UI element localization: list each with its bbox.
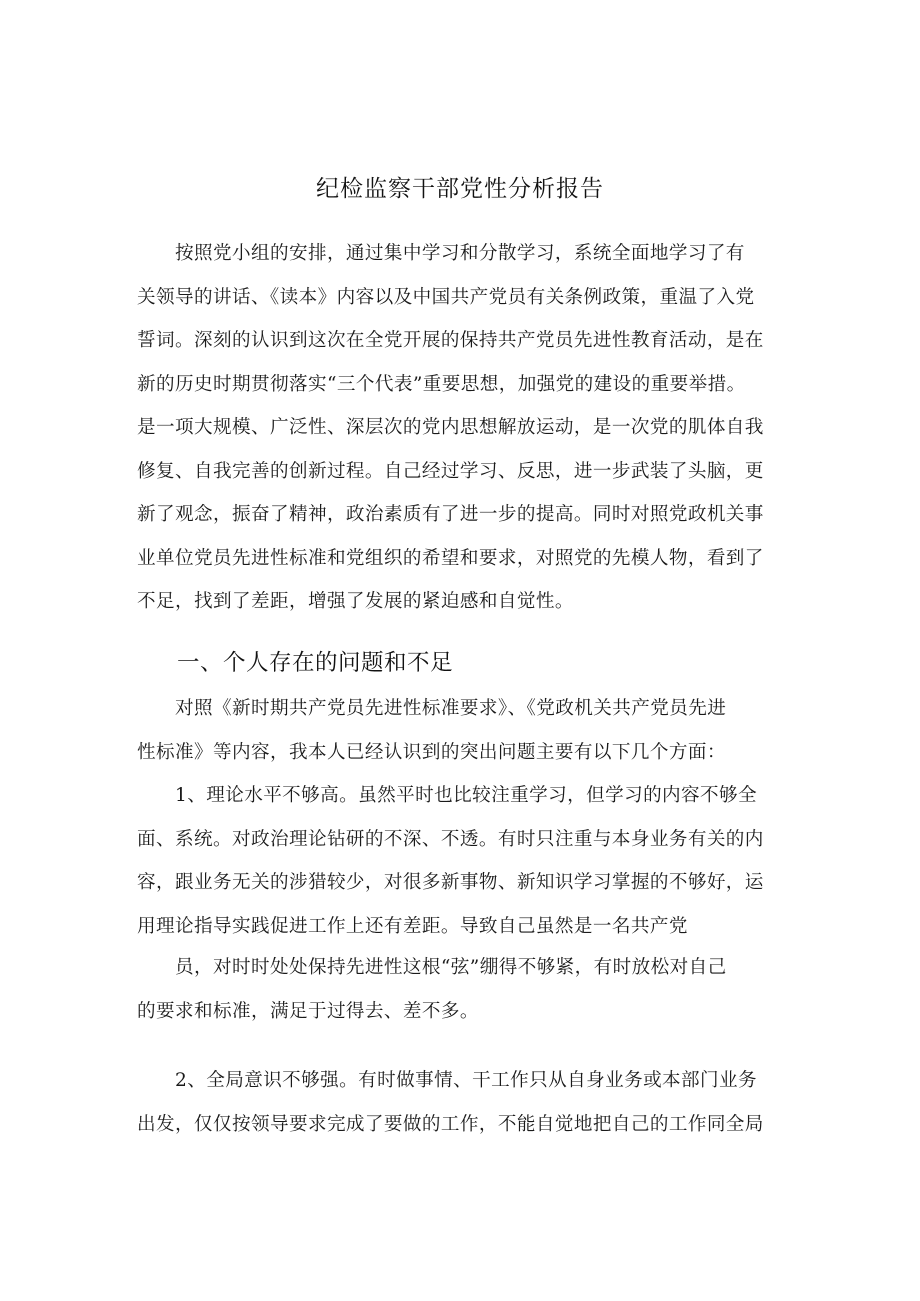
text-line: 的要求和标准，满足于过得去、差不多。 — [137, 1000, 479, 1022]
text-line: 性标准》等内容，我本人已经认识到的突出问题主要有以下几个方面： — [137, 741, 726, 763]
text-line: 不足，找到了差距，增强了发展的紧迫感和自觉性。 — [137, 591, 574, 612]
text-line: 修复、自我完善的创新过程。自己经过学习、反思，进一步武装了头脑，更 — [137, 460, 764, 482]
text-line: 容，跟业务无关的涉猎较少，对很多新事物、新知识学习掌握的不够好，运 — [137, 872, 764, 893]
text-line: 面、系统。对政治理论钻研的不深、不透。有时只注重与本身业务有关的内 — [137, 828, 764, 850]
text-line: 新的历史时期贯彻落实“三个代表”重要思想，加强党的建设的重要举措。 — [137, 373, 746, 395]
item1-paragraph — [137, 774, 791, 948]
section1-intro-paragraph — [137, 687, 791, 774]
text-line: 业单位党员先进性标准和党组织的希望和要求，对照党的先模人物，看到了 — [137, 547, 764, 569]
text-line: 1、理论水平不够高。虽然平时也比较注重学习，但学习的内容不够全 — [137, 785, 758, 806]
section-heading: 一、个人存在的问题和不足 — [177, 650, 454, 676]
text-line: 员，对时时处处保持先进性这根“弦”绷得不够紧，有时放松对自己 — [137, 957, 727, 978]
text-line: 是一项大规模、广泛性、深层次的党内思想解放运动，是一次党的肌体自我 — [137, 417, 764, 438]
text-line: 2、全局意识不够强。有时做事情、干工作只从自身业务或本部门业务 — [137, 1070, 758, 1091]
intro-paragraph — [137, 232, 791, 624]
item1-continuation-paragraph — [137, 946, 791, 1033]
text-line: 对照《新时期共产党员先进性标准要求》、《党政机关共产党员先进 — [137, 698, 727, 719]
document-title: 纪检监察干部党性分析报告 — [316, 176, 604, 202]
text-line: 关领导的讲话、《读本》内容以及中国共产党员有关条例政策，重温了入党 — [137, 286, 755, 308]
text-line: 誓词。深刻的认识到这次在全党开展的保持共产党员先进性教育活动，是在 — [137, 330, 764, 351]
text-line: 出发，仅仅按领导要求完成了要做的工作，不能自觉地把自己的工作同全局 — [137, 1113, 764, 1135]
item2-paragraph — [137, 1059, 791, 1146]
text-line: 按照党小组的安排，通过集中学习和分散学习，系统全面地学习了有 — [137, 243, 745, 264]
text-line: 用理论指导实践促进工作上还有差距。导致自己虽然是一名共产党 — [137, 915, 688, 937]
text-line: 新了观念，振奋了精神，政治素质有了进一步的提高。同时对照党政机关事 — [137, 504, 764, 525]
